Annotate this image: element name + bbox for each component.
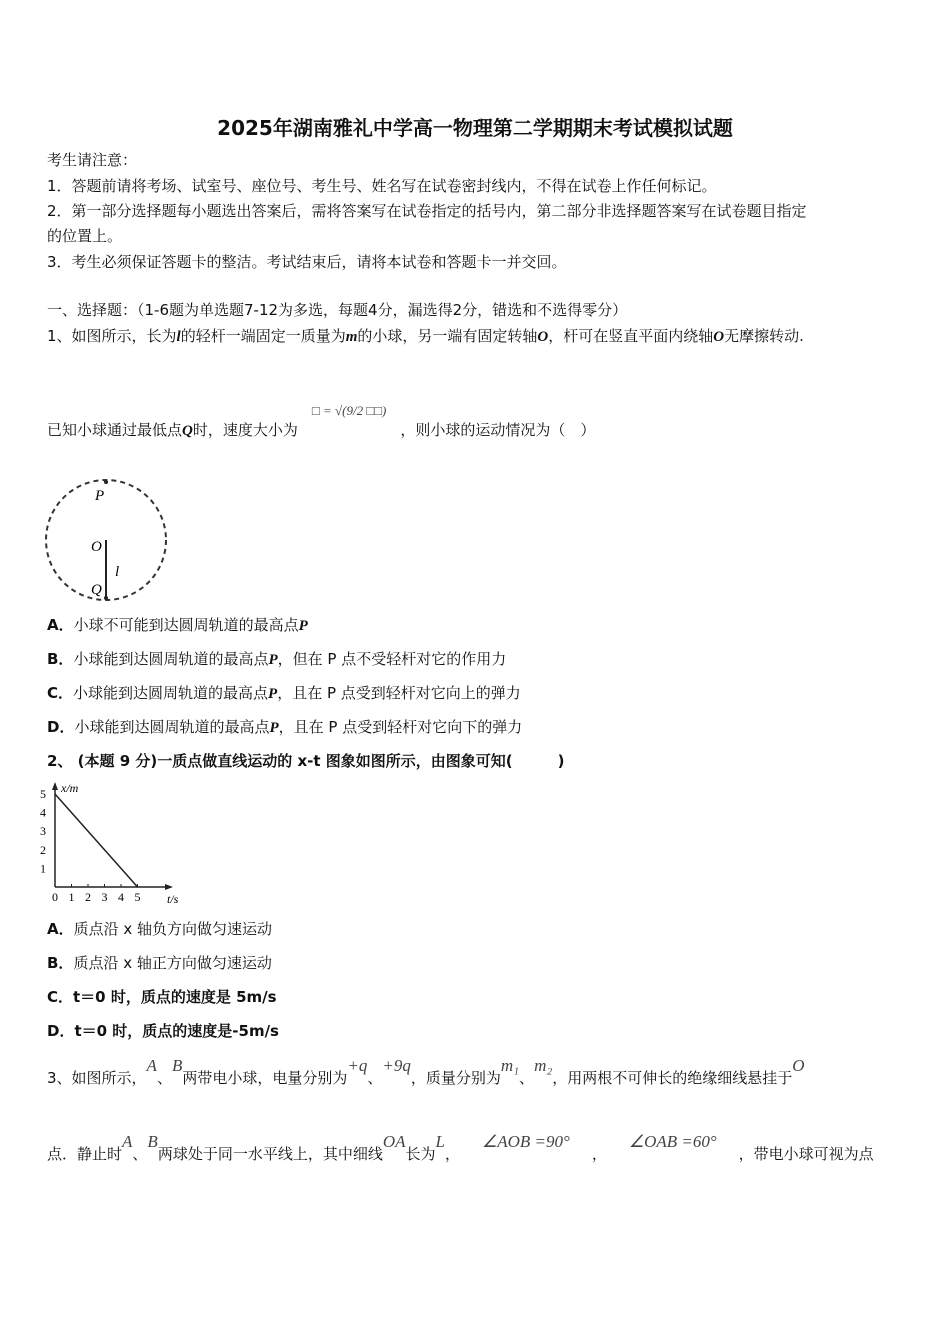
y-tick-label: 5: [40, 787, 46, 801]
x-tick-label: 2: [85, 890, 91, 904]
math-symbol: +q: [347, 1056, 368, 1075]
page-title: 2025年湖南雅礼中学高一物理第二学期期末考试模拟试题: [217, 116, 733, 140]
y-tick-label: 1: [40, 861, 46, 876]
xt-graph: [40, 781, 179, 907]
math-symbol: ∠AOB =90°: [482, 1132, 570, 1151]
x-axis-label: t/s: [167, 892, 179, 906]
y-tick-label: 2: [40, 842, 46, 857]
stem-text: 点．静止时: [47, 1145, 123, 1163]
q2-option-a: A．质点沿 x 轴负方向做匀速运动: [47, 920, 273, 938]
x-tick-label: 3: [101, 890, 108, 904]
y-tick-label: 4: [40, 805, 46, 820]
math-symbol: m₁: [500, 1056, 520, 1075]
q1-option-a: A．小球不可能到达圆周轨道的最高点P: [47, 616, 308, 634]
notice-item: 2．第一部分选择题每小题选出答案后，需将答案写在试卷指定的括号内，第二部分非选择题答案写在试卷题目指定: [47, 202, 807, 220]
y-arrow-icon: [52, 782, 58, 790]
svg-text:Q: Q: [91, 582, 102, 598]
q2-option-c: C．t＝0 时，质点的速度是 5m/s: [47, 988, 277, 1006]
math-symbol: L: [435, 1132, 445, 1151]
math-symbol: B: [147, 1132, 158, 1151]
svg-text:P: P: [95, 488, 105, 504]
notice-item: 1．答题前请将考场、试室号、座位号、考生号、姓名写在试卷密封线内，不得在试卷上作任何标记。: [47, 177, 717, 195]
q1-stem-2: 已知小球通过最低点Q时，速度大小为□ = √(9/2 □□)，则小球的运动情况为（ ）: [47, 403, 596, 439]
q1-option-d: D．小球能到达圆周轨道的最高点P，且在 P 点受到轻杆对它向下的弹力: [47, 718, 523, 736]
math-symbol: +9q: [382, 1056, 411, 1075]
x-tick-label: 1: [68, 890, 75, 904]
stem-text: 、: [519, 1069, 535, 1087]
q3-stem: [47, 1056, 805, 1088]
y-tick-label: 3: [40, 824, 46, 839]
q1-option-c: C．小球能到达圆周轨道的最高点P，且在 P 点受到轻杆对它向上的弹力: [47, 684, 521, 702]
stem-text: ，: [444, 1145, 460, 1163]
stem-text: ，带电小球可视为点: [738, 1145, 874, 1163]
math-symbol: ∠OAB =60°: [628, 1132, 717, 1151]
q3-stem-2: [47, 1132, 874, 1164]
y-axis-label: x/m: [61, 781, 79, 795]
x-tick-label: 4: [118, 890, 124, 904]
stem-text: ，质量分别为: [410, 1069, 501, 1087]
data-line: [55, 794, 138, 887]
math-symbol: m₂: [534, 1056, 553, 1075]
stem-text: 、: [132, 1145, 148, 1163]
circle-figure: [40, 478, 175, 603]
notice-item: 的位置上。: [47, 227, 123, 245]
stem-text: 长为: [405, 1145, 436, 1163]
notice-item: 3．考生必须保证答题卡的整洁。考试结束后，请将本试卷和答题卡一并交回。: [47, 253, 567, 271]
math-symbol: A: [122, 1132, 133, 1151]
svg-text:O: O: [91, 539, 102, 555]
x-tick-label: 0: [52, 890, 58, 904]
q2-option-b: B．质点沿 x 轴正方向做匀速运动: [47, 954, 272, 972]
stem-text: 两球处于同一水平线上，其中细线: [157, 1145, 383, 1163]
q1-stem: 1、如图所示，长为l的轻杆一端固定一质量为m的小球，另一端有固定转轴O，杆可在竖直平面内绕轴O无摩擦转动.: [47, 327, 804, 345]
math-symbol: OA: [382, 1132, 406, 1151]
math-symbol: O: [792, 1056, 805, 1075]
q2-option-d: D．t＝0 时，质点的速度是-5m/s: [47, 1022, 279, 1040]
stem-text: 两带电小球，电量分别为: [182, 1069, 348, 1087]
stem-text: 3、如图所示，: [47, 1069, 147, 1087]
math-symbol: B: [171, 1056, 183, 1075]
svg-text:l: l: [115, 564, 120, 580]
stem-text: 、: [156, 1069, 172, 1087]
velocity-formula: □ = √(9/2 □□): [311, 403, 387, 418]
q1-option-b: B．小球能到达圆周轨道的最高点P，但在 P 点不受轻杆对它的作用力: [47, 650, 507, 668]
q2-stem: 2、 (本题 9 分)一质点做直线运动的 x-t 图象如图所示，由图象可知( ): [47, 752, 565, 770]
stem-text: 、: [367, 1069, 383, 1087]
notice-heading: 考生请注意：: [47, 151, 138, 169]
section-heading: 一、选择题：（1-6题为单选题7-12为多选，每题4分，漏选得2分，错选和不选得零分）: [47, 301, 628, 319]
stem-text: ，: [591, 1145, 607, 1163]
x-tick-label: 5: [134, 890, 141, 904]
stem-text: ，用两根不可伸长的绝缘细线悬挂于: [552, 1069, 793, 1087]
math-symbol: A: [146, 1056, 157, 1075]
x-arrow-icon: [165, 884, 173, 890]
